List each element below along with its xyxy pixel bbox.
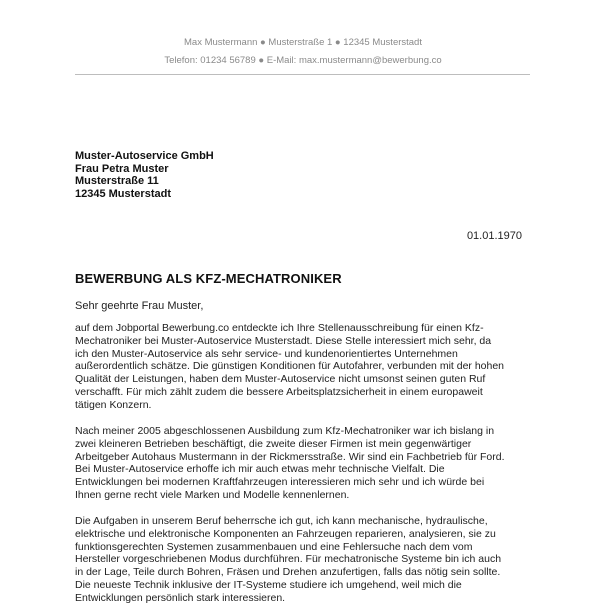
recipient-street: Musterstraße 11: [75, 175, 159, 188]
paragraph-line: Mechatroniker bei Muster-Autoservice Musterstadt. Diese Stelle interessiert mich sehr, da: [75, 334, 492, 347]
paragraph-line: Hersteller vorgeschriebenen Modus durchführen. Für mechatronische Systeme bin ich auch: [75, 553, 502, 566]
paragraph-line: zwei kleineren Betrieben beschäftigt, die zweite dieser Firmen ist mein gegenwärtiger: [75, 437, 472, 450]
sender-header: [0, 36, 606, 67]
header-divider: [75, 74, 530, 75]
paragraph-line: Die neueste Technik inklusive der IT-Systeme studiere ich umgehend, weil mich die: [75, 578, 462, 591]
paragraph-2: [75, 425, 535, 502]
letter-date: 01.01.1970: [466, 230, 522, 242]
sender-contact: Telefon: 01234 56789 ● E-Mail: max.mustermann@bewerbung.co: [164, 55, 442, 66]
paragraph-1: [75, 322, 535, 412]
paragraph-line: außerordentlich schätze. Die günstigen Konditionen für Autofahrer, verbunden mit der hohen: [75, 360, 505, 373]
letter-salutation: Sehr geehrte Frau Muster,: [75, 300, 204, 312]
letter-subject: BEWERBUNG ALS KFZ-MECHATRONIKER: [75, 271, 342, 286]
paragraph-line: in der Lage, Teile durch Bohren, Fräsen und Drehen anzufertigen, falls das nötig sein sollte.: [75, 566, 501, 579]
paragraph-line: Arbeitgeber Autohaus Mustermann in der Rickmersstraße. Wir sind ein Fachbetrieb für Ford.: [75, 450, 505, 463]
recipient-address: [75, 150, 214, 201]
paragraph-line: funktionsgerechten Systemen zusammenbauen und eine Fehlersuche nach dem vom: [75, 540, 473, 553]
paragraph-line: Ihnen gerne recht viele Marken und Modelle kennenlernen.: [75, 488, 350, 501]
paragraph-line: Entwicklungen persönlich stark interessieren.: [75, 591, 286, 604]
paragraph-line: Nach meiner 2005 abgeschlossenen Ausbildung zum Kfz-Mechatroniker war ich bislang in: [75, 425, 495, 437]
paragraph-3: [75, 515, 535, 605]
recipient-city: 12345 Musterstadt: [75, 188, 171, 201]
paragraph-line: elektrische und elektronische Komponenten an Fahrzeugen reparieren, analysieren, sie zu: [75, 527, 496, 540]
paragraph-line: Die Aufgaben in unserem Beruf beherrsche ich gut, ich kann mechanische, hydraulische,: [75, 515, 488, 527]
paragraph-line: Qualität der Leistungen, haben dem Muster-Autoservice nicht umsonst seinen guten Ruf: [75, 373, 486, 386]
paragraph-line: Entwicklungen bei modernen Kraftfahrzeugen interessieren mich sehr und ich würde bei: [75, 476, 485, 489]
sender-address: Max Mustermann ● Musterstraße 1 ● 12345 Musterstadt: [184, 37, 422, 48]
recipient-company: Muster-Autoservice GmbH: [75, 150, 214, 162]
paragraph-line: verschafft. Für mich zählt zudem die bessere Arbeitsplatzsicherheit in einem europaweit: [75, 385, 483, 398]
paragraph-line: ich den Muster-Autoservice als sehr service- und kundenorientiertes Unternehmen: [75, 347, 458, 360]
paragraph-line: tätigen Konzern.: [75, 398, 152, 411]
recipient-contact: Frau Petra Muster: [75, 162, 169, 175]
paragraph-line: Bei Muster-Autoservice erhoffe ich mir auch etwas mehr technische Vielfalt. Die: [75, 463, 445, 476]
paragraph-line: auf dem Jobportal Bewerbung.co entdeckte ich Ihre Stellenausschreibung für einen Kfz-: [75, 322, 484, 334]
